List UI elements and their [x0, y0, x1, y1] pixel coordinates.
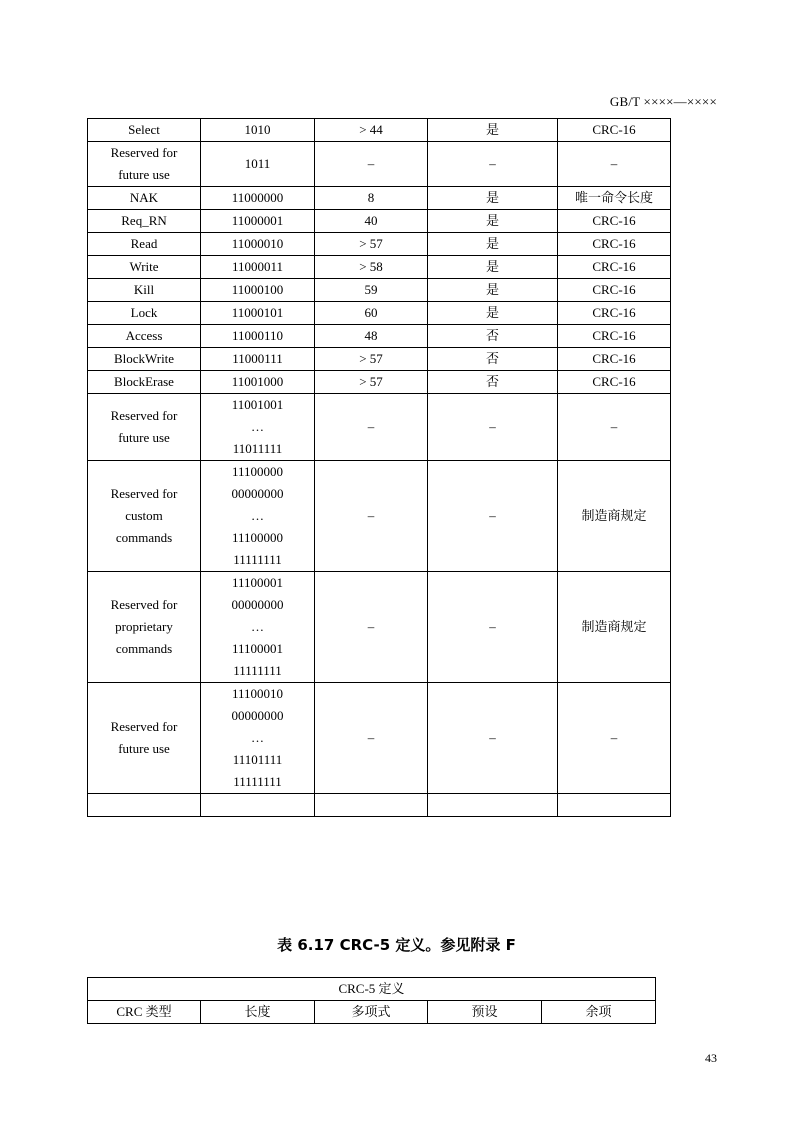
mandatory-cell: 否: [428, 371, 558, 394]
mandatory-cell: 是: [428, 256, 558, 279]
crc-type-cell: CRC-16: [558, 233, 671, 256]
command-name-cell: [88, 572, 201, 683]
crc5-header-cell: 长度: [201, 1001, 315, 1024]
crc-type-cell: CRC-16: [558, 256, 671, 279]
mandatory-cell: 否: [428, 325, 558, 348]
command-name-cell-line: Reserved for: [110, 486, 178, 501]
mandatory-cell: –: [428, 572, 558, 683]
command-name-cell: [88, 302, 201, 325]
command-length-cell: 48: [315, 325, 428, 348]
mandatory-cell: 是: [428, 279, 558, 302]
command-length-cell: 59: [315, 279, 428, 302]
command-length-cell: 60: [315, 302, 428, 325]
command-name-cell: [88, 325, 201, 348]
crc-type-cell: –: [558, 142, 671, 187]
table-row: [88, 371, 671, 394]
table-row: [88, 572, 671, 683]
mandatory-cell: [428, 794, 558, 817]
command-code-cell-line: 11111111: [233, 552, 282, 567]
table-row: [88, 683, 671, 794]
command-code-cell-line: 11000010: [231, 236, 284, 251]
command-name-cell-line: Read: [130, 236, 158, 251]
crc-type-cell: CRC-16: [558, 302, 671, 325]
crc5-header-cell: 预设: [428, 1001, 542, 1024]
command-name-cell-line: Reserved for: [110, 145, 178, 160]
table-row: [88, 279, 671, 302]
command-name-cell: [88, 210, 201, 233]
mandatory-cell: –: [428, 394, 558, 461]
command-code-cell-line: 11100001: [231, 641, 284, 656]
command-length-cell: –: [315, 461, 428, 572]
command-code-cell: [201, 371, 315, 394]
command-length-cell: > 57: [315, 233, 428, 256]
command-code-cell: [201, 794, 315, 817]
command-name-cell-line: BlockWrite: [113, 351, 175, 366]
command-code-cell-line: …: [251, 508, 264, 523]
document-code: GB/T ××××—××××: [609, 94, 717, 109]
command-name-cell-line: Kill: [133, 282, 155, 297]
command-length-cell: > 44: [315, 119, 428, 142]
crc5-table: [87, 977, 656, 1024]
command-name-cell-line: custom: [125, 508, 163, 523]
crc-type-cell: CRC-16: [558, 348, 671, 371]
command-name-cell-line: BlockErase: [114, 374, 174, 389]
mandatory-cell: 是: [428, 233, 558, 256]
command-length-cell: > 58: [315, 256, 428, 279]
mandatory-cell: 是: [428, 210, 558, 233]
command-name-cell: [88, 371, 201, 394]
table-row: [88, 256, 671, 279]
command-code-cell-line: 11000100: [231, 282, 284, 297]
crc5-title: CRC-5 定义: [88, 978, 656, 1001]
crc-type-cell: CRC-16: [558, 325, 671, 348]
crc5-header-cell: 余项: [542, 1001, 656, 1024]
command-code-cell-line: …: [251, 419, 264, 434]
mandatory-cell: –: [428, 142, 558, 187]
command-code-cell-line: 11111111: [233, 774, 282, 789]
command-code-cell-line: 11001000: [231, 374, 284, 389]
crc-type-cell: CRC-16: [558, 279, 671, 302]
command-code-cell: [201, 461, 315, 572]
command-name-cell: [88, 256, 201, 279]
command-code-cell-line: 00000000: [231, 708, 284, 723]
crc-type-cell: 制造商规定: [558, 461, 671, 572]
crc-type-cell: 制造商规定: [558, 572, 671, 683]
crc5-title-row: [88, 978, 656, 1001]
command-code-cell: [201, 210, 315, 233]
table-caption: 表 6.17 CRC-5 定义。参见附录 F: [277, 936, 516, 954]
command-name-cell-line: Reserved for: [110, 408, 178, 423]
command-name-cell-line: Reserved for: [110, 719, 178, 734]
command-code-cell-line: 11000110: [231, 328, 284, 343]
command-code-cell-line: 11001001: [231, 397, 284, 412]
command-length-cell: 8: [315, 187, 428, 210]
crc-type-cell: –: [558, 683, 671, 794]
mandatory-cell: 是: [428, 187, 558, 210]
command-code-cell: [201, 187, 315, 210]
crc-type-cell: –: [558, 394, 671, 461]
command-code-cell-line: 11011111: [232, 441, 283, 456]
command-code-cell-line: 1011: [244, 156, 271, 171]
command-code-cell-line: 11000111: [232, 351, 283, 366]
command-name-cell-line: Access: [125, 328, 163, 343]
table-row: [88, 461, 671, 572]
command-code-cell: [201, 325, 315, 348]
table-row: [88, 210, 671, 233]
command-length-cell: > 57: [315, 371, 428, 394]
command-name-cell: [88, 119, 201, 142]
crc-type-cell: CRC-16: [558, 371, 671, 394]
command-code-cell: [201, 233, 315, 256]
command-name-cell-line: Req_RN: [121, 213, 167, 228]
crc5-header-cell: 多项式: [315, 1001, 428, 1024]
command-code-cell: [201, 279, 315, 302]
mandatory-cell: –: [428, 683, 558, 794]
crc-type-cell: [558, 794, 671, 817]
command-code-cell-line: 11100010: [231, 686, 284, 701]
crc-type-cell: CRC-16: [558, 119, 671, 142]
command-length-cell: –: [315, 572, 428, 683]
command-name-cell: [88, 279, 201, 302]
command-name-cell-line: future use: [118, 430, 170, 445]
crc5-header-cell: CRC 类型: [88, 1001, 201, 1024]
command-name-cell-line: future use: [118, 741, 170, 756]
command-length-cell: 40: [315, 210, 428, 233]
command-name-cell: [88, 348, 201, 371]
command-code-cell-line: 00000000: [231, 486, 284, 501]
command-code-cell-line: 11000011: [231, 259, 284, 274]
command-name-cell: [88, 683, 201, 794]
table-row: [88, 348, 671, 371]
command-name-cell: [88, 233, 201, 256]
table-row: [88, 302, 671, 325]
page-number: 43: [705, 1051, 717, 1065]
command-name-cell-line: Select: [128, 122, 160, 137]
command-length-cell: –: [315, 683, 428, 794]
command-name-cell: [88, 187, 201, 210]
table-row: [88, 187, 671, 210]
table-row: [88, 233, 671, 256]
mandatory-cell: 是: [428, 302, 558, 325]
crc-type-cell: CRC-16: [558, 210, 671, 233]
mandatory-cell: 否: [428, 348, 558, 371]
command-name-cell-line: Lock: [130, 305, 158, 320]
command-code-cell: [201, 683, 315, 794]
command-code-cell-line: 11100000: [231, 530, 284, 545]
command-name-cell-line: proprietary: [115, 619, 173, 634]
command-length-cell: –: [315, 142, 428, 187]
command-name-cell-line: NAK: [129, 190, 159, 205]
command-name-cell-line: Write: [129, 259, 159, 274]
table-row: [88, 325, 671, 348]
command-code-cell: [201, 142, 315, 187]
command-length-cell: [315, 794, 428, 817]
command-code-cell-line: …: [251, 619, 264, 634]
crc5-header-row: [88, 1001, 656, 1024]
command-code-cell-line: 11000000: [231, 190, 284, 205]
command-code-cell: [201, 302, 315, 325]
command-length-cell: –: [315, 394, 428, 461]
command-code-cell-line: …: [251, 730, 264, 745]
mandatory-cell: 是: [428, 119, 558, 142]
command-name-cell: [88, 794, 201, 817]
command-name-cell-line: commands: [115, 530, 173, 545]
command-name-cell-line: commands: [115, 641, 173, 656]
command-code-cell-line: 1010: [244, 122, 271, 137]
command-code-cell-line: 11000101: [231, 305, 284, 320]
command-code-cell: [201, 256, 315, 279]
table-row: [88, 394, 671, 461]
command-name-cell: [88, 461, 201, 572]
mandatory-cell: –: [428, 461, 558, 572]
table-row: [88, 119, 671, 142]
command-code-cell: [201, 572, 315, 683]
command-code-cell-line: 11101111: [232, 752, 283, 767]
command-code-cell: [201, 348, 315, 371]
crc-type-cell: 唯一命令长度: [558, 187, 671, 210]
command-code-cell-line: 11111111: [233, 663, 282, 678]
command-name-cell-line: future use: [118, 167, 170, 182]
command-table: [87, 118, 671, 817]
command-code-cell-line: 00000000: [231, 597, 284, 612]
command-code-cell: [201, 119, 315, 142]
command-code-cell: [201, 394, 315, 461]
command-code-cell-line: 11100000: [231, 464, 284, 479]
command-length-cell: > 57: [315, 348, 428, 371]
command-code-cell-line: 11000001: [231, 213, 284, 228]
command-code-cell-line: 11100001: [231, 575, 284, 590]
command-name-cell: [88, 142, 201, 187]
command-name-cell-line: Reserved for: [110, 597, 178, 612]
command-name-cell: [88, 394, 201, 461]
table-row: [88, 142, 671, 187]
table-row: [88, 794, 671, 817]
